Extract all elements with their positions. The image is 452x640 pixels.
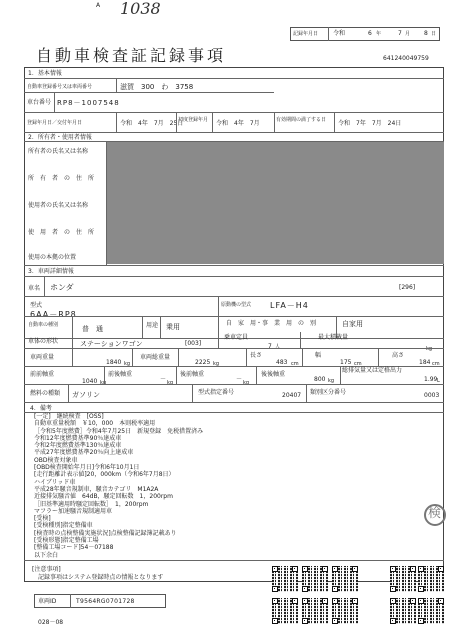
qr-code-5 [418,566,444,592]
record-date-year: 6 [368,30,372,37]
record-date-era: 令和 [333,30,346,37]
height-label: 高さ [392,352,405,359]
owner-name-label: 所有者の氏名又は名称 [28,148,89,155]
remark-line: マフラー加速騒音規制適用車 [34,507,113,515]
fuel-value: ガソリン [72,391,100,399]
remark-line: 令和2年度燃費基準130％達成車 [34,442,122,450]
remark-line: [受検形態]指定整備工場 [34,537,99,545]
expiry-value: 令和 7年 7月 24日 [338,120,402,127]
maker-label: 車名 [28,285,41,292]
remark-line: [整備工場コード]54－07188 [34,544,114,552]
chassis-label: 車台番号 [27,99,52,106]
qr-code-6 [272,598,298,624]
fr-label: 前後軸重 [108,371,133,378]
remark-line: [OBD検査開始年月日]令和6年10月1日 [34,464,140,472]
reg-date-label: 登録年月日／交付年月日 [27,120,83,126]
capacity-label: 乗車定員 [224,334,249,341]
qr-code-3 [332,566,358,592]
engine-value: LFA－H4 [270,301,309,310]
kind-label: 自動車の種別 [28,322,59,328]
qr-code-9 [390,598,416,624]
weight-value: 1840 [106,359,122,366]
remark-line: [走行距離計表示値]20，000km（令和6年7月8日） [34,471,175,479]
first-reg-value: 令和 4年 7月 [216,120,260,127]
note-a: A [96,2,101,9]
remark-line: 近接排気騒音値 64dB，騒定回転数 1，200rpm [34,493,173,501]
model-value: 6AA－RP8 [30,310,77,319]
rf-label: 後前軸重 [180,371,205,378]
classno-label: 類別区分番号 [310,389,347,396]
doc-number: 641240049759 [383,55,429,62]
rr-value: 800 [314,376,326,383]
user-name-label: 使用者の氏名又は名称 [28,202,89,209]
footer-code: 028－08 [38,619,64,626]
inspection-stamp-char: 検 [428,506,442,521]
base-location-label: 使用の本拠の位置 [28,254,77,261]
record-date-label: 記録年月日 [293,31,319,37]
handwritten-number: 1038 [120,0,161,18]
record-date-month: 7 [398,30,402,37]
expiry-label: 有効期間の満了する日 [276,117,327,123]
width-value: 175 [340,359,352,366]
weight-label: 車両重量 [30,354,55,361]
remark-line: 平成28年騒音規制車，騒音カテゴリ M1A2A [34,485,159,493]
chassis-value: RP8－1007548 [57,99,120,107]
body-value: ステーションワゴン [80,340,143,348]
vehicle-id-value: T9564RG0701728 [76,598,135,605]
owner-address-label: 所 有 者 の 住 所 [28,175,95,182]
remarks-list [34,413,203,559]
body-label: 車体の形状 [28,338,59,345]
width-label: 幅 [315,352,322,359]
remark-line: [受検] [34,515,51,523]
gross-label: 車両総重量 [140,354,171,361]
maxload-label: 最大積載量 [318,334,349,341]
biz-value: 自家用 [342,320,363,328]
qr-code-10 [418,598,444,624]
page-title: 自動車検査証記録事項 [36,46,227,65]
disp-label: 総排気量又は定格出力 [342,367,403,374]
remark-line: ［令和5年度燃費］令和4年7月25日 新規登録 免税措置済み [34,427,204,435]
reg-date-value: 令和 4年 7月 25日 [120,120,184,127]
remark-line: 令和12年度燃費基準90％達成車 [34,434,122,442]
fr-value: － [160,376,167,383]
section3-heading: 3．車両詳細情報 [28,268,74,275]
use-label: 用途 [146,322,159,329]
fuel-label: 燃料の種類 [30,390,61,397]
vehicle-id-label: 車両ID [38,598,57,605]
reg-label: 自動車登録番号又は車両番号 [27,84,93,90]
remark-line: [一定] 継続検査 [OSS] [34,413,104,420]
user-address-label: 使 用 者 の 住 所 [28,229,95,236]
remark-line: 平成27年度燃費基準20％向上達成車 [34,449,134,457]
reg-value: 滋賀 300 わ 3758 [120,83,194,91]
qr-code-7 [302,598,328,624]
section2-heading: 2．所有者・使用者情報 [28,134,92,141]
remark-line: 以下余白 [34,551,59,559]
kind-value: 普 通 [82,325,103,333]
remark-line: ［旧基準適用時騒定回転数］ 1，200rpm [34,500,149,508]
qr-code-2 [302,566,328,592]
remark-line: [受検種別]指定整備車 [34,522,93,530]
rf-value: － [236,376,243,383]
model-label: 型式 [30,302,43,309]
body-code: [003] [185,340,202,347]
remark-line: 自動車重量税額 ￥10，000 本則税率適用 [34,420,156,428]
redaction-block [107,142,444,264]
maker-code: [296] [399,284,416,291]
typeno-label: 型式指定番号 [198,389,235,396]
section1-heading: 1．基本情報 [28,70,62,77]
first-reg-label: 初度登録年月 [178,117,209,123]
qr-code-4 [390,566,416,592]
ff-value: 1040 [82,378,98,385]
remark-line: [検査時の点検整備実施状況]点検整備記録簿記載あり [34,529,177,537]
notes-text: 記録事項はシステム登録時点の情報となります [38,574,164,581]
length-label: 長さ [250,352,263,359]
record-date-day: 8 [424,30,428,37]
use-value: 乗用 [166,323,180,331]
notes-heading: [注意事項] [32,566,61,573]
height-value: 184 [419,359,431,366]
rr-label: 後後軸重 [261,371,286,378]
typeno-value: 20407 [282,392,302,399]
capacity-value: 7 [268,343,272,350]
classno-value: 0003 [424,392,440,399]
biz-label: 自 家 用・事 業 用 の 別 [226,320,317,327]
ff-label: 前前軸重 [30,371,55,378]
remark-line: OBD検査対象車 [34,456,78,464]
remark-line: ハイブリッド車 [34,478,76,486]
qr-code-8 [332,598,358,624]
engine-label: 原動機の型式 [221,302,252,308]
maker-value: ホンダ [50,283,74,292]
qr-code-1 [272,566,298,592]
length-value: 483 [276,359,288,366]
disp-value: 1.99 [424,376,438,383]
section4-heading: 4．備考 [30,405,52,412]
gross-value: 2225 [195,359,211,366]
